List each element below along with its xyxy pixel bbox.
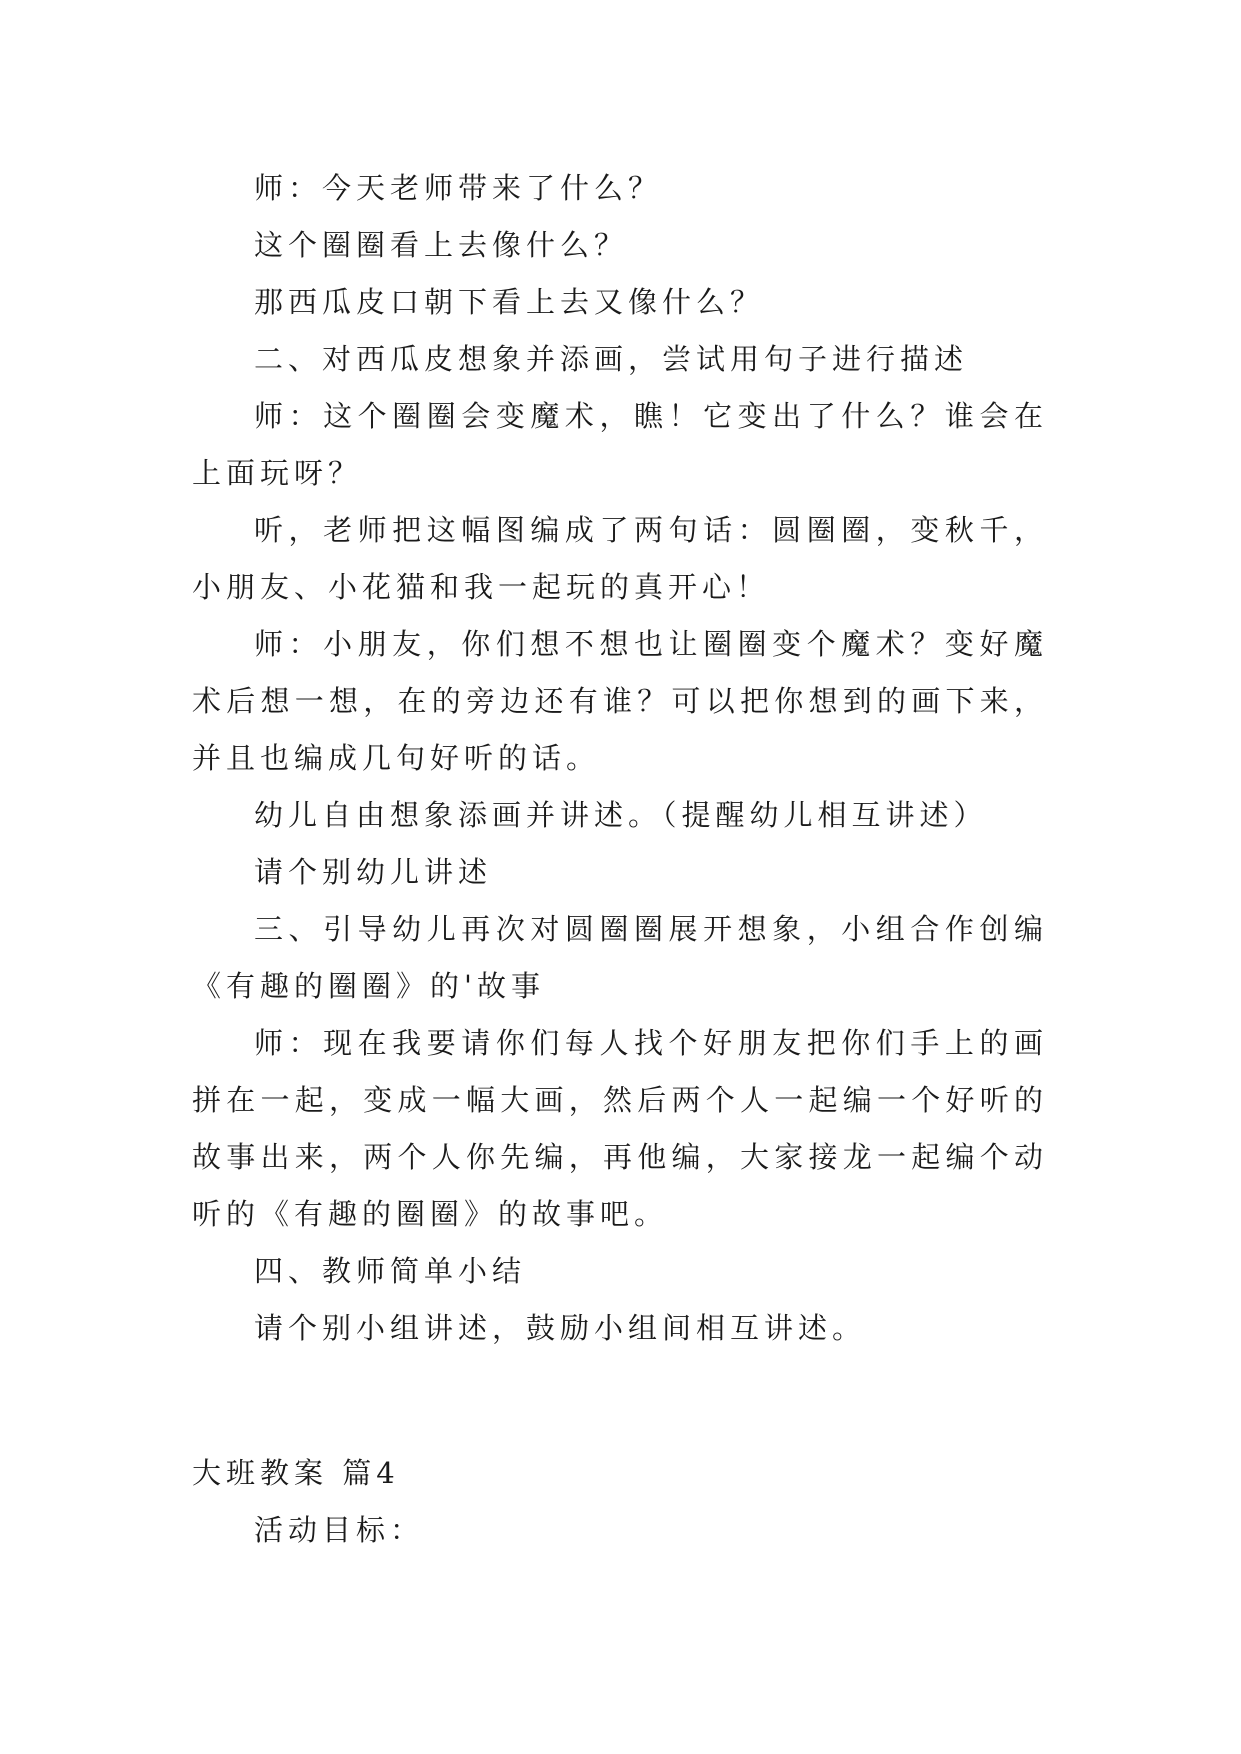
paragraph: 这个圈圈看上去像什么？ [254, 228, 629, 262]
paragraph: 师：现在我要请你们每人找个好朋友把你们手上的画拼在一起，变成一幅大画，然后两个人一起编一个好听的故事出来，两个人你先编，再他编，大家接龙一起编个动听的《有趣的圈圈》的故事吧。 [192, 1026, 1048, 1231]
paragraph: 请个别小组讲述，鼓励小组间相互讲述。 [254, 1311, 867, 1345]
paragraph: 活动目标： [254, 1513, 425, 1547]
paragraph: 那西瓜皮口朝下看上去又像什么？ [254, 285, 765, 319]
paragraph: 师：今天老师带来了什么？ [254, 171, 663, 205]
paragraph: 师：小朋友，你们想不想也让圈圈变个魔术？变好魔术后想一想，在的旁边还有谁？可以把你想到的画下来，并且也编成几句好听的话。 [192, 627, 1048, 775]
section-subheading: 三、引导幼儿再次对圆圈圈展开想象，小组合作创编《有趣的圈圈》的'故事 [192, 912, 1048, 1003]
paragraph: 听，老师把这幅图编成了两句话：圆圈圈，变秋千，小朋友、小花猫和我一起玩的真开心！ [192, 513, 1048, 604]
paragraph: 请个别幼儿讲述 [254, 855, 493, 889]
document-body [192, 160, 1048, 1559]
section-subheading: 二、对西瓜皮想象并添画，尝试用句子进行描述 [254, 342, 969, 376]
section-heading: 大班教案 篇4 [192, 1456, 400, 1490]
paragraph: 幼儿自由想象添画并讲述。（提醒幼儿相互讲述） [254, 798, 988, 832]
paragraph: 师：这个圈圈会变魔术，瞧！它变出了什么？谁会在上面玩呀？ [192, 399, 1048, 490]
section-subheading: 四、教师简单小结 [254, 1254, 527, 1288]
